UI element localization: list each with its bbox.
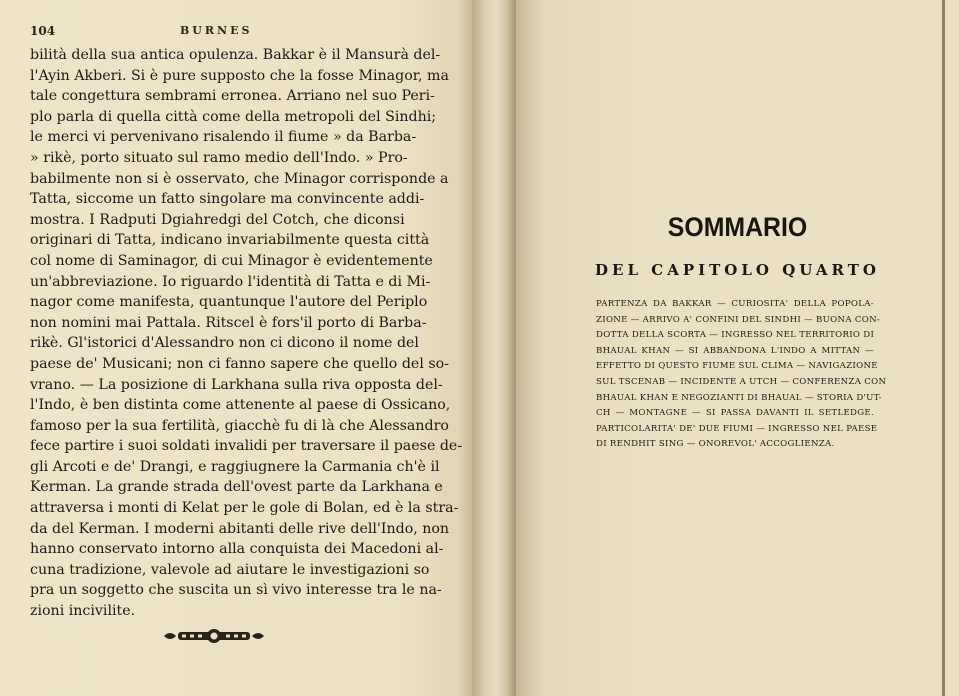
text-line: gli Arcoti e de' Drangi, e raggiugnere la Carmania ch'è il (30, 458, 440, 475)
text-line: non nomini mai Pattala. Ritscel è fors'il porto di Barba- (30, 314, 427, 331)
text-line: nagor come manifesta, quantunque l'autore del Periplo (30, 294, 428, 311)
summary-line: SUL TSCENAB — INCIDENTE A UTCH — CONFERENZA CON (596, 376, 887, 387)
text-line: da del Kerman. I moderni abitanti delle rive dell'Indo, non (30, 520, 450, 537)
right-page (516, 0, 959, 696)
page-edge (942, 0, 945, 696)
page-header (30, 24, 410, 40)
text-line: col nome di Saminagor, di cui Minagor è evidentemente (30, 252, 433, 269)
text-line: plo parla di quella città come della metropoli del Sindhi; (30, 108, 437, 125)
text-line: babilmente non si è osservato, che Minagor corrisponde a (30, 170, 449, 187)
text-line: l'Ayin Akberi. Si è pure supposto che la fosse Minagor, ma (30, 67, 449, 84)
summary-line: CH — MONTAGNE — SI PASSA DAVANTI IL SETLEDGE. (596, 408, 874, 419)
body-text (30, 45, 463, 622)
summary-line: ZIONE — ARRIVO A' CONFINI DEL SINDHI — BUONA CON- (596, 314, 881, 325)
text-line: vrano. — La posizione di Larkhana sulla riva opposta del- (30, 376, 443, 393)
text-line: originari di Tatta, indicano invariabilmente questa città (30, 232, 430, 249)
text-line: Kerman. La grande strada dell'ovest parte da Larkhana e (30, 479, 443, 496)
book-gutter (472, 0, 516, 696)
text-line: un'abbreviazione. Io riguardo l'identità di Tatta e di Mi- (30, 273, 431, 290)
text-line: tale congettura sembrami erronea. Arriano nel suo Peri- (30, 88, 435, 105)
text-line: cuna tradizione, valevole ad aiutare le investigazioni so (30, 561, 430, 578)
text-line: famoso per la sua fertilità, giacchè fu di là che Alessandro (30, 417, 449, 434)
left-page (0, 0, 472, 696)
text-line: Tatta, siccome un fatto singolare ma convincente addi- (30, 191, 425, 208)
text-line: l'Indo, è ben distinta come attenente al paese di Ossicano, (30, 397, 451, 414)
chapter-summary (596, 297, 887, 453)
summary-line: EFFETTO DI QUESTO FIUME SUL CLIMA — NAVIGAZIONE (596, 361, 878, 372)
text-line: » rikè, porto situato sul ramo medio dell'Indo. » Pro- (30, 149, 408, 166)
text-line: le merci vi pervenivano risalendo il fiume » da Barba- (30, 129, 417, 146)
text-line: zioni incivilite. (30, 603, 136, 620)
text-line: rikè. Gl'istorici d'Alessandro non ci dicono il nome del (30, 335, 419, 352)
summary-line: PARTENZA DA BAKKAR — CURIOSITA' DELLA POPOLA- (596, 299, 874, 309)
summary-line: DOTTA DELLA SCORTA — INGRESSO NEL TERRITORIO DI (596, 330, 875, 341)
page-number: 104 (30, 24, 56, 38)
text-line: attraversa i monti di Kelat per le gole di Bolan, ed è la stra- (30, 500, 459, 517)
text-line: paese de' Musicani; non ci fanno sapere che quello del so- (30, 355, 449, 372)
text-line: pra un soggetto che suscita un sì vivo interesse tra le na- (30, 582, 442, 599)
text-line: hanno conservato intorno alla conquista dei Macedoni al- (30, 541, 444, 558)
summary-line: DI RENDHIT SING — ONOREVOL' ACCOGLIENZA. (596, 439, 835, 450)
summary-line: PARTICOLARITA' DE' DUE FIUMI — INGRESSO NEL PAESE (596, 423, 878, 434)
text-line: mostra. I Radputi Dgiahredgi del Cotch, che diconsi (30, 211, 405, 228)
summary-line: BHAUAL KHAN — SI ABBANDONA L'INDO A MITTAN — (596, 345, 874, 356)
running-head: BURNES (180, 24, 253, 37)
text-line: fece partire i suoi soldati invalidi per traversare il paese de- (30, 438, 463, 455)
ornament-icon (162, 626, 266, 646)
chapter-subtitle: DEL CAPITOLO QUARTO (595, 261, 880, 279)
chapter-title: SOMMARIO (667, 212, 808, 242)
text-line: bilità della sua antica opulenza. Bakkar è il Mansurà del- (30, 47, 441, 63)
summary-line: BHAUAL KHAN E NEGOZIANTI DI BHAUAL — STORIA D'UT- (596, 392, 882, 403)
